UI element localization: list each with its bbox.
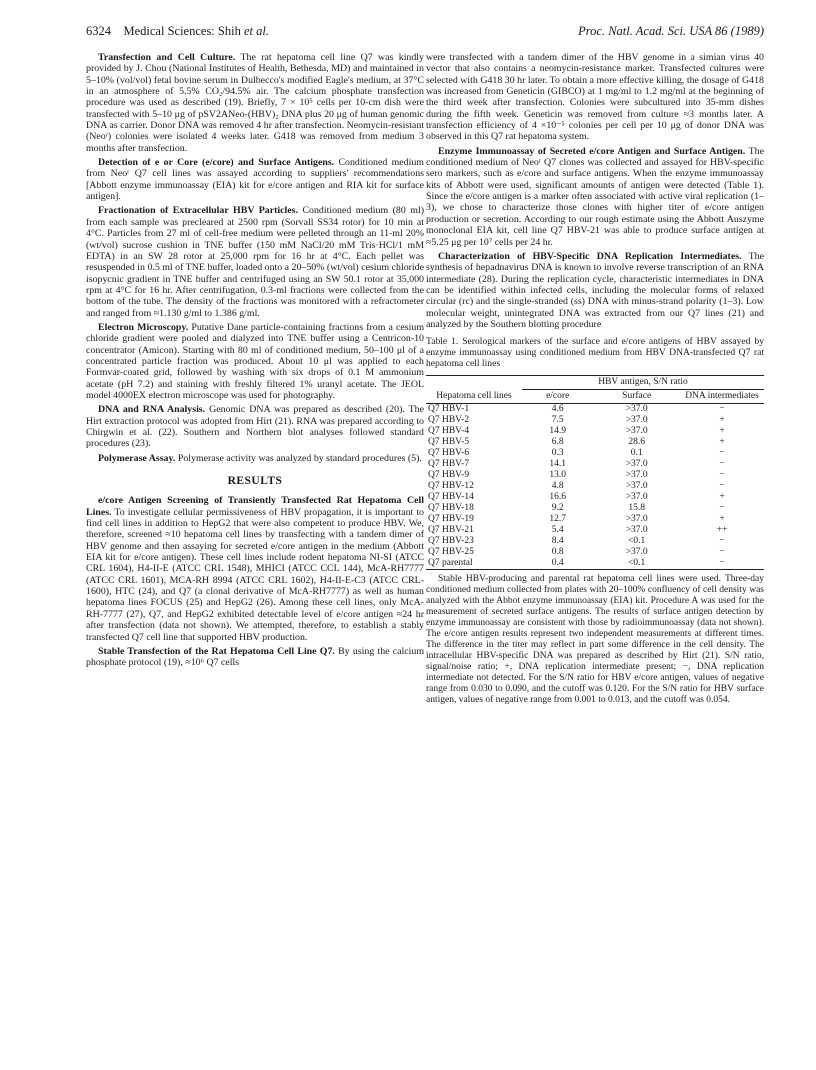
surface-value: <0.1: [628, 536, 646, 547]
surface-value: >37.0: [625, 492, 648, 503]
surface-value: <0.1: [628, 558, 646, 569]
table-serological-markers: [426, 375, 764, 570]
surface-value: >37.0: [625, 525, 648, 536]
table-body: [426, 404, 764, 570]
surface-value: >37.0: [625, 404, 648, 415]
dna-value: +: [719, 514, 725, 525]
surface-value: >37.0: [625, 514, 648, 525]
section-head: Detection of e or Core (e/core) and Surface Antigens.: [98, 157, 335, 169]
running-header: [86, 24, 764, 40]
ecore-value: 6.8: [551, 437, 564, 448]
table-row: [426, 536, 764, 547]
paragraph-transfection: [86, 52, 424, 154]
section-head: Enzyme Immunoassay of Secreted e/core Antigen and Surface Antigen.: [438, 145, 746, 157]
ecore-value: 0.4: [551, 558, 564, 569]
cell-line-name: Q7 HBV-5: [428, 437, 470, 448]
dna-value: −: [719, 481, 725, 492]
paragraph-dna-rna: [86, 404, 424, 449]
dna-value: −: [719, 558, 725, 569]
results-heading: RESULTS: [227, 475, 283, 488]
table-footnote: Stable HBV-producing and parental rat hepatoma cell lines were used. Three-day conditioned medium collected from plates with 20–100% confluency of cell density was analyzed with the Abbot enzyme immunoassay (EIA) kit. Procedure A was used for the measurement of secreted surface antigens. The results of surface antigen detection by enzyme immunoassay are consistent with those by radioimmunoassay (data not shown). The e/core antigen results represent two independent measurements at different times. The difference in the titer may reflect in part some difference in the cell density. The intracellular HBV-specific DNA was prepared as described by Hirt (21). S/N ratio, signal/noise ratio; +, DNA replication intermediate present; −, DNA replication intermediate not detected. For the S/N ratio for HBV e/core antigen, values of negative range from 0.030 to 0.090, and the cutoff was 0.120. For the S/N ratio for HBV surface antigen, values of negative range from 0.001 to 0.013, and the cutoff was 0.054.: [426, 574, 764, 706]
col-header-cell-lines: Hepatoma cell lines: [426, 376, 522, 404]
paragraph-text: Polymerase activity was analyzed by standard procedures (5).: [177, 452, 422, 464]
table-row: [426, 503, 764, 514]
table-row: [426, 415, 764, 426]
surface-value: 28.6: [628, 437, 645, 448]
surface-value: 0.1: [630, 448, 643, 459]
paragraph-continued: were transfected with a tandem dimer of the HBV genome in a simian virus 40 vector that also contains a neomycin-resistance marker. Transfected cultures were selected with G418 30 hr later. To obtain a more effective killing, the dosage of G418 was increased from Geneticin (GIBCO) at 1 mg/ml to 1.2 mg/ml at the beginning of the third week after transfection. Colonies were subcultured into 35-mm dishes during the fifth week. Geneticin was removed from culture ≈3 months later. A transfection efficiency of 4 ×10⁻⁵ colonies per cell per 10 μg of donor DNA was observed in this Q7 rat hepatoma system.: [426, 52, 764, 143]
table-row: [426, 481, 764, 492]
section-head: Fractionation of Extracellular HBV Particles.: [98, 205, 298, 217]
surface-value: >37.0: [625, 547, 648, 558]
dna-value: +: [719, 426, 725, 437]
table-row: [426, 492, 764, 503]
ecore-value: 8.4: [551, 536, 564, 547]
section-head: Polymerase Assay.: [98, 452, 176, 464]
table-row: [426, 547, 764, 558]
surface-value: >37.0: [625, 459, 648, 470]
paragraph-replication-intermediates: [426, 251, 764, 330]
paragraph-text: Conditioned medium (80 ml) from each sample was precleared at 2500 rpm (Sorvall SS34 rotor) for 10 min at 4°C. Particles from 27 ml of cell-free medium were pelleted through an 11-ml 20% (wt/vol) sucrose cushion in TNE buffer (150 mM NaCl/20 mM Tris·HCl/1 mM EDTA) in an SW 28 rotor at 25,000 rpm for 16 hr at 4°C. Each pellet was resuspended in 0.5 ml of TNE buffer, loaded onto a 20–50% (wt/vol) cesium chloride isopycnic gradient in TNE buffer and centrifuged using an SW 50.1 rotor at 35,000 rpm at 4°C for 16 hr. After centrifugation, 0.3-ml fractions were collected from the bottom of the tube. The density of the fractions was monitored with a refractometer and ranged from ≈1.130 g/ml to 1.386 g/ml.: [86, 205, 424, 319]
cell-line-name: Q7 HBV-7: [428, 459, 470, 470]
dna-value: −: [719, 448, 725, 459]
dna-value: −: [719, 470, 725, 481]
journal-citation: Proc. Natl. Acad. Sci. USA 86 (1989): [578, 24, 764, 38]
ecore-value: 16.6: [549, 492, 566, 503]
page-number: 6324: [86, 24, 111, 38]
table-row: [426, 525, 764, 536]
dna-value: +: [719, 415, 725, 426]
cell-line-name: Q7 HBV-19: [428, 514, 474, 525]
paragraph-detection: [86, 157, 424, 202]
ecore-value: 0.8: [551, 547, 564, 558]
cell-line-name: Q7 HBV-9: [428, 470, 470, 481]
authors-suffix: et al.: [243, 24, 269, 38]
paragraph-text: The synthesis of hepadnavirus DNA is known to involve reverse transcription of an RNA intermediate (28). During the replication cycle, characteristic intermediates in DNA can be identified within infected cells, including the molecular forms of relaxed circular (rc) and the single-stranded (ss) DNA with minus-strand polarity (1–3). Low molecular weight, unintegrated DNA was extracted from our Q7 lines (21) and analyzed by the Southern blotting procedure: [426, 250, 764, 330]
col-header-dna: DNA intermediates: [685, 391, 759, 402]
cell-line-name: Q7 HBV-1: [428, 404, 470, 415]
ecore-value: 4.6: [551, 404, 564, 415]
paragraph-text: Genomic DNA was prepared as described (20). The Hirt extraction protocol was adopted from Hirt (21). RNA was prepared according to Chirgwin et al. (22). Southern and Northern blot analyses followed standard procedures (23).: [86, 404, 424, 450]
dna-value: −: [719, 459, 725, 470]
table-row: [426, 470, 764, 481]
cell-line-name: Q7 HBV-14: [428, 492, 474, 503]
ecore-value: 14.1: [549, 459, 566, 470]
cell-line-name: Q7 HBV-18: [428, 503, 474, 514]
paragraph-ecore-screening: [86, 495, 424, 642]
surface-value: >37.0: [625, 470, 648, 481]
left-column: [86, 52, 424, 672]
paragraph-text: The conditioned medium of Neoʳ Q7 clones was collected and assayed for HBV-specific sero markers, such as e/core and surface antigens. When the enzyme immunoassay kits of Abbott were used, significant amounts of antigen were detected (Table 1). Since the e/core antigen is a marker often associated with active viral replication (1–3), we chose to characterize those clones with higher titer of e/core antigen production or secretion. According to our rough estimate using the Abbott Auszyme monoclonal EIA kit, cell line Q7 HBV-21 was able to produce surface antigen at ≈5.25 μg per 10⁷ cells per 24 hr.: [426, 145, 764, 248]
table-caption: Table 1. Serological markers of the surface and e/core antigens of HBV assayed by enzyme immunoassay using conditioned medium from HBV DNA-transfected Q7 rat hepatoma cell lines: [426, 336, 764, 370]
section-head: e/core Antigen Screening of Transiently Transfected Rat Hepatoma Cell Lines.: [86, 495, 424, 518]
table-row: [426, 426, 764, 437]
section-head: Characterization of HBV-Specific DNA Replication Intermediates.: [438, 250, 742, 262]
cell-line-name: Q7 HBV-25: [428, 547, 474, 558]
paragraph-text: To investigate cellular permissiveness of HBV propagation, it is important to find cell lines in addition to HepG2 that were also competent to produce HBV. We, therefore, screened ≈10 hepatoma cell lines by transfecting with a tandem dimer of HBV genome and then assaying for secreted e/core antigen in the medium (Abbott EIA kit for e/core antigen). These cell lines include rodent hepatoma NI-SI (ATCC CRL 1604), H4-II-E (ATCC CRL 1548), MHICI (ATCC CCL 144), McA-RH7777 (ATCC CRL 1601), MCA-RH 8994 (ATCC CRL 1602), H4-II-E-C3 (ATCC CRL-1600), HTC (24), and Q7 (a clonal derivative of McA-RH7777) as well as human hepatoma lines FOCUS (25) and HepG2 (26). Among these cell lines, only McA-RH-7777 (27), Q7, and HepG2 exhibited detectable level of e/core antigen ≈24 hr after transfection (data not shown). We attempted, therefore, to establish a stably transfected Q7 cell line that supported HBV production.: [86, 506, 424, 643]
cell-line-name: Q7 HBV-21: [428, 525, 474, 536]
table-row: [426, 404, 764, 416]
cell-line-name: Q7 HBV-4: [428, 426, 470, 437]
table-row: [426, 514, 764, 525]
paragraph-text: The rat hepatoma cell line Q7 was kindly provided by J. Chou (National Institutes of Health, Bethesda, MD) and maintained in 5–10% (vol/vol) fetal bovine serum in Dulbecco's modified Eagle's medium, at 37°C in an atmosphere of 5.5% CO₂/94.5% air. The calcium phosphate transfection procedure was used as described (19). Briefly, 7 × 10⁵ cells per 10-cm dish were transfected with 5–10 μg of pSV2ANeo-(HBV)₂ DNA plus 20 μg of human genomic DNA as carrier. Donor DNA was removed 4 hr after transfection. Neomycin-resistant (Neoʳ) colonies were isolated 4 weeks later. G418 was removed from medium 3 months after transfection.: [86, 52, 424, 154]
paragraph-text: By using the calcium phosphate protocol (19), ≈10⁶ Q7 cells: [86, 645, 425, 669]
dna-value: +: [719, 492, 725, 503]
cell-line-name: Q7 HBV-12: [428, 481, 474, 492]
paragraph-fractionation: [86, 205, 424, 318]
section-head: DNA and RNA Analysis.: [98, 404, 206, 416]
cell-line-name: Q7 HBV-6: [428, 448, 470, 459]
table-row: [426, 459, 764, 470]
paragraph-polymerase: [86, 453, 424, 464]
col-header-group: HBV antigen, S/N ratio: [522, 376, 764, 390]
ecore-value: 7.5: [551, 415, 564, 426]
dna-value: ++: [716, 525, 728, 536]
cell-line-name: Q7 HBV-2: [428, 415, 470, 426]
cell-line-name: Q7 HBV-23: [428, 536, 474, 547]
col-header-surface: Surface: [622, 391, 652, 402]
ecore-value: 12.7: [549, 514, 566, 525]
dna-value: −: [719, 536, 725, 547]
dna-value: −: [719, 503, 725, 514]
right-column: [426, 52, 764, 706]
section-head: Transfection and Cell Culture.: [98, 52, 236, 63]
dna-value: +: [719, 437, 725, 448]
col-header-ecore: e/core: [546, 391, 570, 402]
header-left: [86, 24, 269, 39]
ecore-value: 9.2: [551, 503, 564, 514]
paragraph-electron-microscopy: [86, 322, 424, 401]
surface-value: >37.0: [625, 415, 648, 426]
cell-line-name: Q7 parental: [428, 558, 473, 569]
table-row: [426, 437, 764, 448]
surface-value: 15.8: [628, 503, 645, 514]
paragraph-text: Putative Dane particle-containing fractions from a cesium chloride gradient were pooled and dialyzed into TNE buffer using a Centricon-10 concentrator (Amicon). Starting with 80 ml of conditioned medium, 50–100 μl of a concentrated particle fraction was produced. About 10 μl was applied to each Formvar-coated grid, followed by washing with six drops of 0.1 M ammonium acetate (pH 7.2) and staining with freshly filtered 1% uranyl acetate. The JEOL model 4000EX electron microscope was used for photography.: [86, 321, 424, 401]
table-row: [426, 558, 764, 570]
dna-value: −: [719, 547, 725, 558]
section-title: Medical Sciences: Shih: [123, 24, 241, 38]
ecore-value: 14.9: [549, 426, 566, 437]
table-row: [426, 448, 764, 459]
table-header-row: [426, 376, 764, 390]
dna-value: −: [719, 404, 725, 415]
surface-value: >37.0: [625, 426, 648, 437]
section-head: Electron Microscopy.: [98, 321, 189, 333]
ecore-value: 13.0: [549, 470, 566, 481]
ecore-value: 4.8: [551, 481, 564, 492]
paragraph-enzyme-immunoassay: [426, 146, 764, 248]
ecore-value: 0.3: [551, 448, 564, 459]
section-head: Stable Transfection of the Rat Hepatoma Cell Line Q7.: [98, 645, 335, 657]
ecore-value: 5.4: [551, 525, 564, 536]
surface-value: >37.0: [625, 481, 648, 492]
paragraph-text: Conditioned medium from Neoʳ Q7 cell lines was assayed according to suppliers' recommendations [Abbott enzyme immunoassay (EIA) kit for e/core antigen and RIA kit for surface antigen].: [86, 157, 424, 203]
paragraph-stable-transfection: [86, 646, 424, 669]
